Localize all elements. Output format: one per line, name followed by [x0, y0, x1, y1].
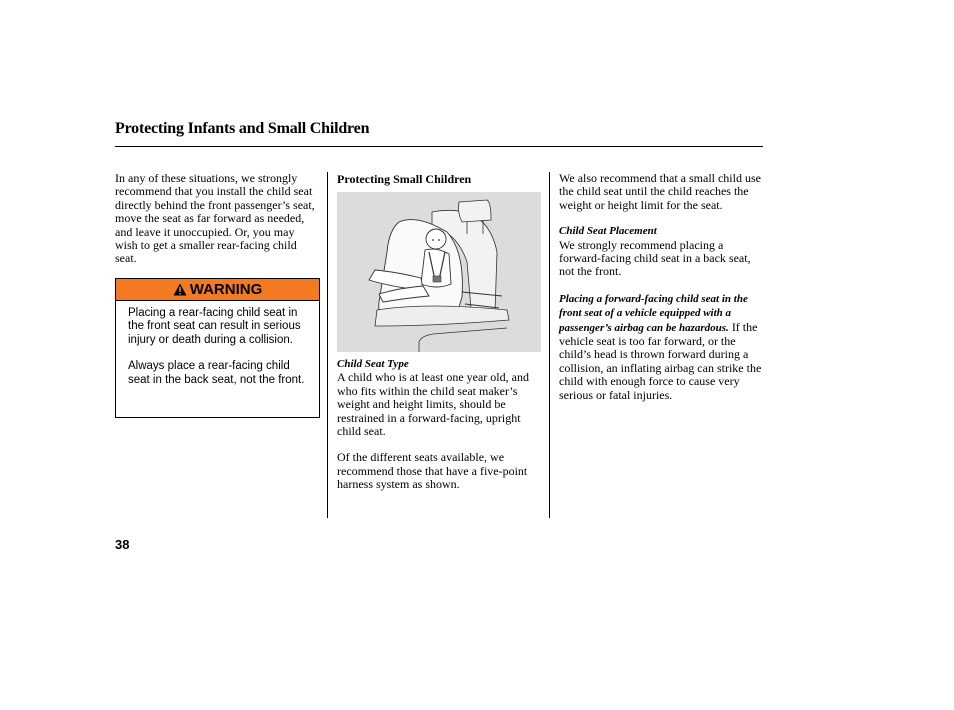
column-divider-left	[327, 172, 328, 518]
child-seat-type-subheading: Child Seat Type	[337, 358, 409, 370]
page-number: 38	[115, 537, 130, 552]
warning-header	[116, 279, 319, 301]
warning-box	[115, 278, 320, 418]
title-divider	[115, 146, 763, 147]
five-point-harness-paragraph: Of the different seats available, we recommend those that have a five-point harness system as shown.	[337, 450, 528, 492]
airbag-hazard-paragraph	[559, 292, 764, 402]
airbag-hazard-emphasis: Placing a forward-facing child seat in the front seat of a vehicle equipped with a passenger’s airbag can be hazardous.	[559, 292, 748, 334]
placement-paragraph: We strongly recommend placing a forward-facing child seat in a back seat, not the front.	[559, 237, 751, 279]
page-title: Protecting Infants and Small Children	[115, 120, 370, 137]
warning-paragraph-2: Always place a rear-facing child seat in the back seat, not the front.	[128, 360, 305, 386]
warning-triangle-icon	[173, 283, 187, 296]
column-right	[559, 172, 764, 402]
column-left	[115, 172, 320, 266]
column-divider-right	[549, 172, 550, 518]
section-heading: Protecting Small Children	[337, 172, 472, 186]
column-middle	[337, 172, 542, 492]
warning-body	[116, 301, 319, 387]
airbag-hazard-text: If the vehicle seat is too far forward, or the child’s head is thrown forward during a collision, an inflating airbag can strike the child with enough force to cause very serious or fatal injuries.	[559, 319, 762, 402]
seat-limit-paragraph: We also recommend that a small child use the child seat until the child reaches the weight or height limit for the seat.	[559, 171, 761, 212]
intro-paragraph: In any of these situations, we strongly recommend that you install the child seat directly behind the front passenger’s seat, move the seat as far forward as needed, and leave it unoccupied. Or, you may wish to get a smaller rear-facing child seat.	[115, 171, 315, 266]
child-seat-illustration	[337, 192, 541, 352]
child-seat-type-paragraph: A child who is at least one year old, and who fits within the child seat maker’s weight and height limits, should be restrained in a forward-facing, upright child seat.	[337, 370, 529, 439]
child-seat-placement-subheading: Child Seat Placement	[559, 225, 657, 238]
warning-label: WARNING	[189, 281, 263, 298]
warning-paragraph-1: Placing a rear-facing child seat in the front seat can result in serious injury or death during a collision.	[128, 307, 301, 346]
